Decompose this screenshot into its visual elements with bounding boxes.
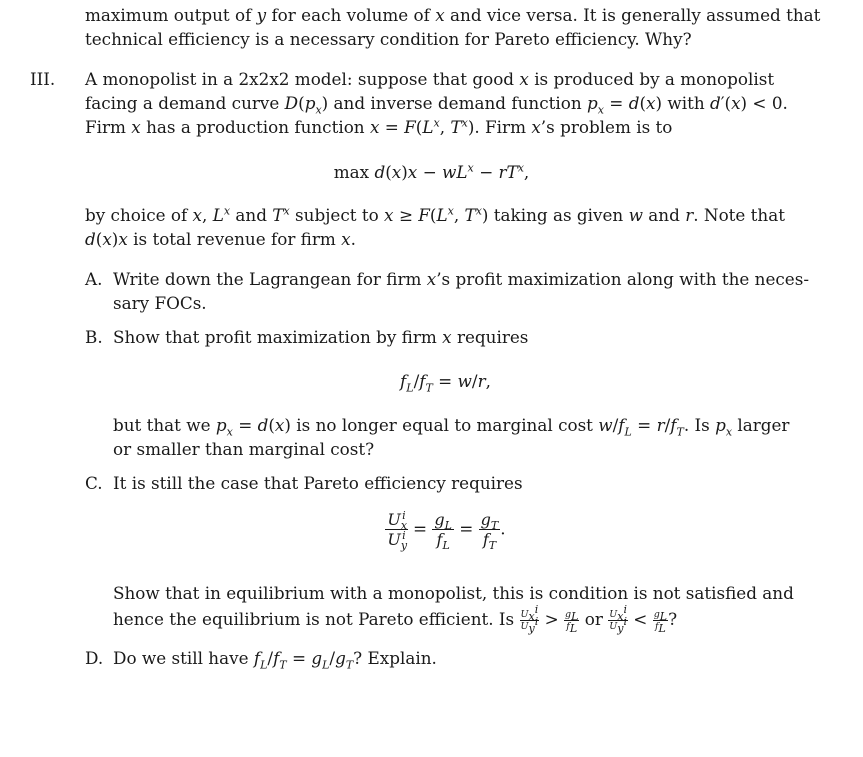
section3-line-1: A monopolist in a 2x2x2 model: suppose that good x is produced by a monopolist <box>85 69 775 89</box>
partC-after-2: hence the equilibrium is not Pareto efficient. Is $\frac{U_x^i}{U_y^i}$ > $\frac{g_L}{f_L}$ or $\frac{U_x^i}{U_y^i}$ < $\frac{g_L}{f_L}$ ? <box>113 602 678 635</box>
partA-line-1: Write down the Lagrangean for firm x’s profit maximization along with the neces- <box>113 269 810 289</box>
partB-line-1: Show that profit maximization by firm x requires <box>113 327 529 347</box>
partC-line-1: It is still the case that Pareto efficiency requires <box>113 473 523 493</box>
partD-line-1: Do we still have $f_L/f_T = g_L/g_T$? Explain. <box>113 648 437 672</box>
intro-line-1: maximum output of y for each volume of x and vice versa. It is generally assumed that <box>85 5 821 25</box>
partD-label: D. <box>85 648 104 668</box>
partB-label: B. <box>85 327 103 347</box>
partB-after-1: but that we $p_x = d(x)$ is no longer equal to marginal cost $w/f_L = r/f_T$. Is $p_x$ larger <box>113 415 790 439</box>
partC-after-1: Show that in equilibrium with a monopolist, this is condition is not satisfied and <box>113 583 794 603</box>
partC-label: C. <box>85 473 103 493</box>
section3-line-2: facing a demand curve $D(p_x)$ and inverse demand function $p_x = d(x)$ with d′(x) < 0. <box>85 93 788 117</box>
partC-equation: $\frac{U_x^i}{U_y^i}$ = $\frac{g_L}{f_L}$ = $\frac{g_T}{f_T}$ . <box>387 508 506 553</box>
partA-line-2: sary FOCs. <box>113 293 207 313</box>
partA-label: A. <box>85 269 103 289</box>
partB-after-2: or smaller than marginal cost? <box>113 439 375 459</box>
partB-equation: $f_L/f_T = w/r$, <box>400 371 491 395</box>
section3-line-3: Firm x has a production function $x = F(L^x$, $T^x$). Firm x’s problem is to <box>85 116 673 137</box>
section3-after-2: d(x)x is total revenue for firm x. <box>85 229 356 249</box>
intro-line-2: technical efficiency is a necessary condition for Pareto efficiency. Why? <box>85 29 692 49</box>
section3-after-1: by choice of x, $L^x$ and $T^x$ subject to $x \ge F(L^x$, $T^x$) taking as given w and r. Note that <box>85 204 785 225</box>
problem-equation: $\max d(x)x - wL^x - rT^x$, <box>333 161 530 182</box>
section-numeral: III. <box>30 69 56 89</box>
